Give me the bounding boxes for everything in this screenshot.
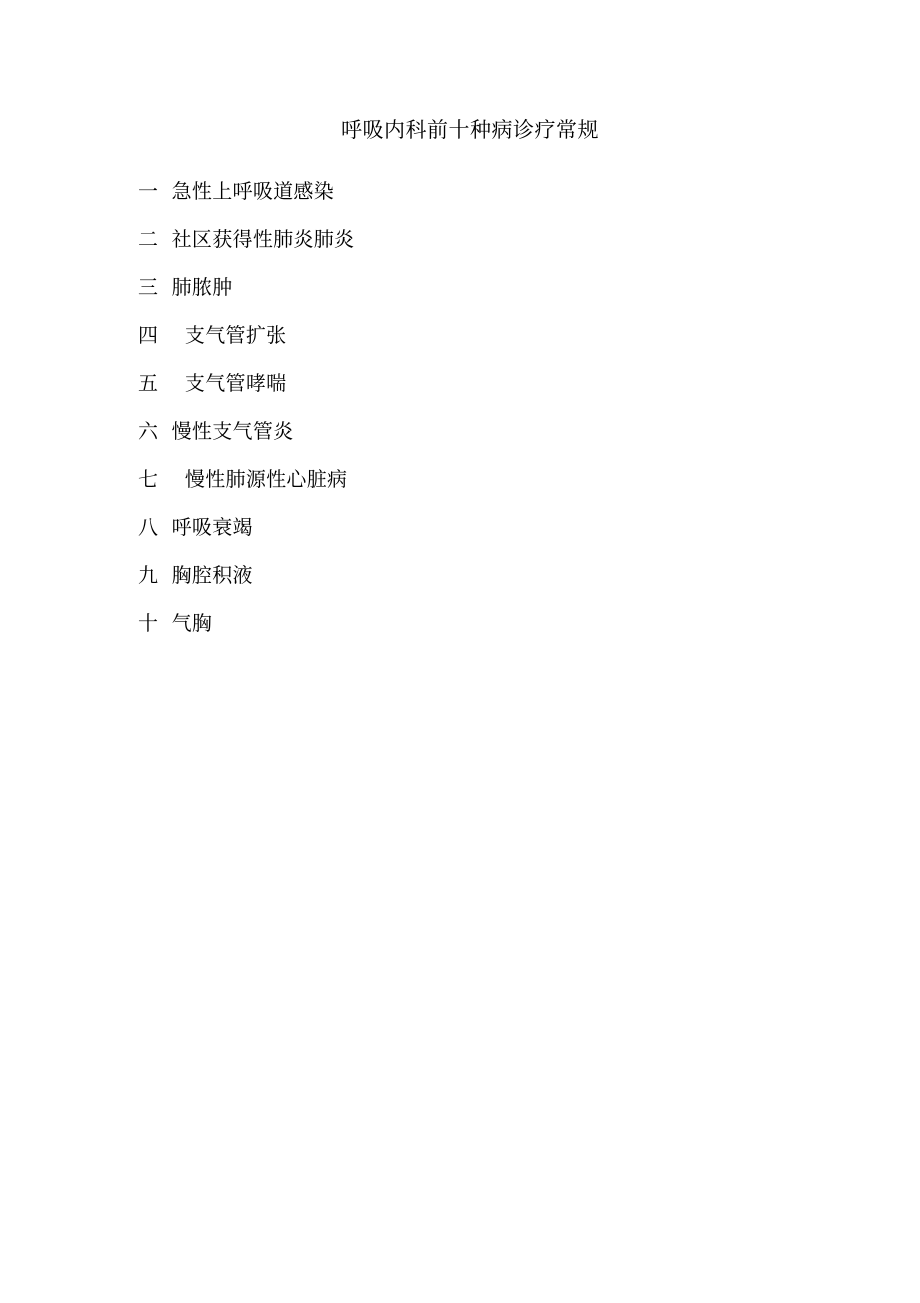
list-item: 十 气胸 <box>138 611 213 636</box>
list-item: 九 胸腔积液 <box>138 563 253 588</box>
list-item: 二 社区获得性肺炎肺炎 <box>138 227 355 252</box>
table-of-contents <box>0 179 920 636</box>
list-item: 七 慢性肺源性心脏病 <box>138 467 348 492</box>
list-item: 三 肺脓肿 <box>138 275 233 300</box>
list-item: 五 支气管哮喘 <box>138 371 287 396</box>
list-item: 八 呼吸衰竭 <box>138 515 253 540</box>
page-title: 呼吸内科前十种病诊疗常规 <box>341 118 599 142</box>
list-item: 四 支气管扩张 <box>138 323 287 348</box>
list-item: 一 急性上呼吸道感染 <box>138 179 335 204</box>
list-item: 六 慢性支气管炎 <box>138 419 294 444</box>
